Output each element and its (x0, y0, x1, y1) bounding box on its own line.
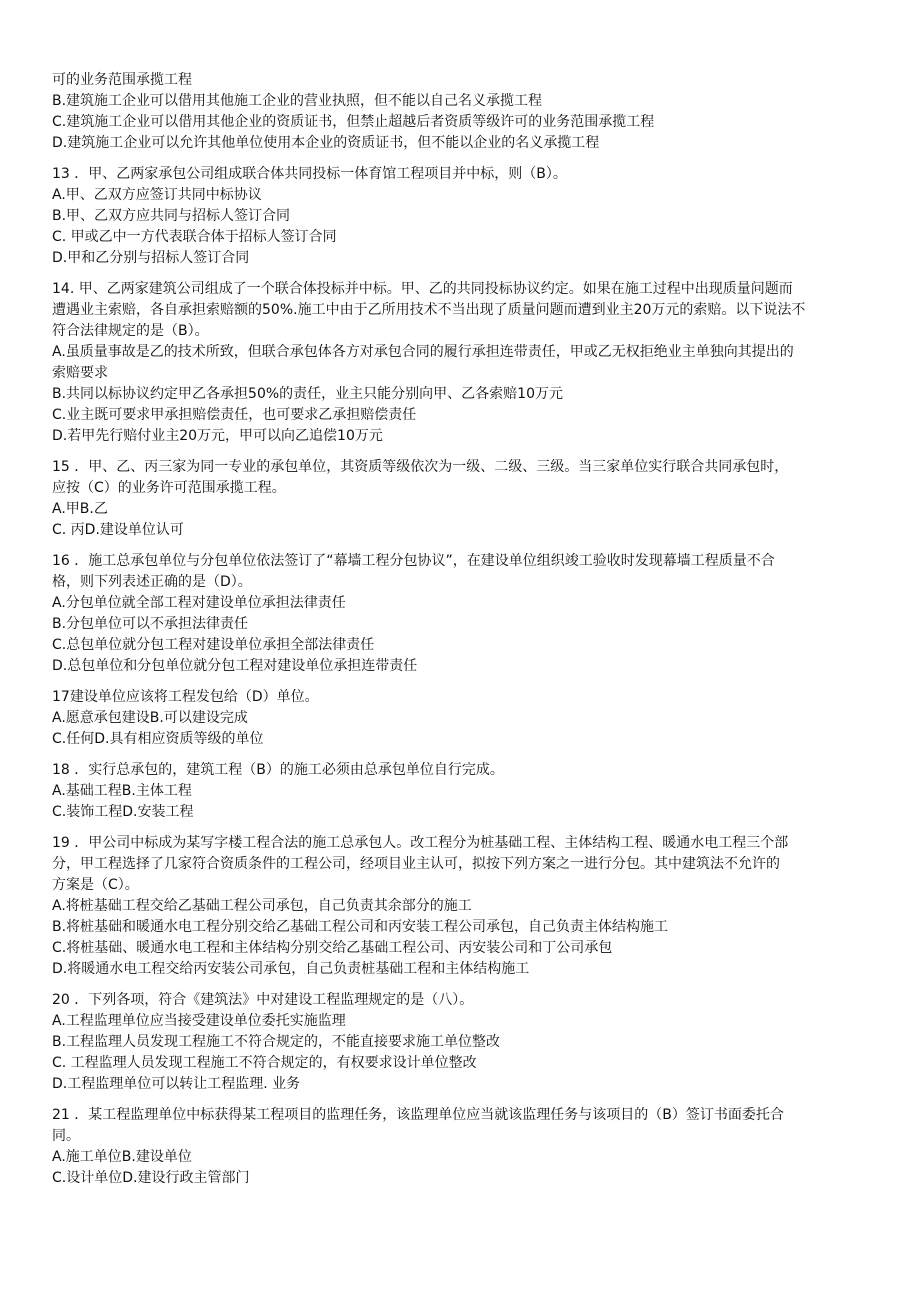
question-text: 分，甲工程选择了几家符合资质条件的工程公司，经项目业主认可，拟按下列方案之一进行分包。其中建筑法不允许的 (52, 856, 780, 872)
question-15 (52, 457, 868, 541)
document-page (52, 70, 868, 1199)
option-b: B.建筑施工企业可以借用其他施工企业的营业执照，但不能以自己名义承揽工程 (52, 93, 543, 109)
question-text: 遭遇业主索赔，各自承担索赔额的50%.施工中由于乙所用技术不当出现了质量问题而遭到业主20万元的索赔。以下说法不 (52, 302, 806, 318)
question-text: 同。 (52, 1128, 80, 1144)
option-a: A.工程监理单位应当接受建设单位委托实施监理 (52, 1013, 346, 1029)
option-c: C.总包单位就分包工程对建设单位承担全部法律责任 (52, 637, 375, 653)
option-c: C.业主既可要求甲承担赔偿责任，也可要求乙承担赔偿责任 (52, 407, 417, 423)
question-text: 13 ．甲、乙两家承包公司组成联合体共同投标一体育馆工程项目并中标，则（B）。 (52, 166, 567, 182)
question-14 (52, 279, 868, 447)
options-a-b: A.基础工程B.主体工程 (52, 783, 192, 799)
option-a: A.分包单位就全部工程对建设单位承担法律责任 (52, 595, 346, 611)
option-d: D.工程监理单位可以转让工程监理. 业务 (52, 1076, 301, 1092)
question-text: 可的业务范围承揽工程 (52, 72, 192, 88)
option-d: D.建筑施工企业可以允许其他单位使用本企业的资质证书，但不能以企业的名义承揽工程 (52, 135, 600, 151)
question-text: 18 ．实行总承包的，建筑工程（B）的施工必须由总承包单位自行完成。 (52, 762, 504, 778)
question-text: 17建设单位应该将工程发包给（D）单位。 (52, 689, 319, 705)
option-b: B.甲、乙双方应共同与招标人签订合同 (52, 208, 291, 224)
question-17 (52, 687, 868, 750)
question-text: 21 ．某工程监理单位中标获得某工程项目的监理任务，该监理单位应当就该监理任务与该项目的（B）签订书面委托合 (52, 1107, 784, 1123)
question-text: 格，则下列表述正确的是（D）。 (52, 574, 252, 590)
option-b: B.将桩基础和暖通水电工程分别交给乙基础工程公司和丙安装工程公司承包，自己负责主体结构施工 (52, 919, 669, 935)
options-a-b: A.施工单位B.建设单位 (52, 1149, 192, 1165)
options-c-d: C.设计单位D.建设行政主管部门 (52, 1170, 250, 1186)
question-20 (52, 990, 868, 1095)
question-21 (52, 1105, 868, 1189)
question-text: 应按（C）的业务许可范围承揽工程。 (52, 480, 286, 496)
option-b: B.分包单位可以不承担法律责任 (52, 616, 249, 632)
options-c-d: C.任何D.具有相应资质等级的单位 (52, 731, 264, 747)
option-a: A.甲、乙双方应签订共同中标协议 (52, 187, 262, 203)
option-b: B.工程监理人员发现工程施工不符合规定的，不能直接要求施工单位整改 (52, 1034, 501, 1050)
option-d: D.甲和乙分别与招标人签订合同 (52, 250, 250, 266)
options-a-b: A.愿意承包建设B.可以建设完成 (52, 710, 248, 726)
option-b: B.共同以标协议约定甲乙各承担50%的责任，业主只能分别向甲、乙各索赔10万元 (52, 386, 563, 402)
option-d: D.将暖通水电工程交给丙安装公司承包，自己负责桩基础工程和主体结构施工 (52, 961, 530, 977)
option-a: A.虽质量事故是乙的技术所致，但联合承包体各方对承包合同的履行承担连带责任，甲或乙无权拒绝业主单独向其提出的 (52, 344, 794, 360)
question-13 (52, 164, 868, 269)
option-a: A.将桩基础工程交给乙基础工程公司承包，自己负责其余部分的施工 (52, 898, 472, 914)
option-c: C.将桩基础、暖通水电工程和主体结构分别交给乙基础工程公司、丙安装公司和丁公司承包 (52, 940, 613, 956)
question-19 (52, 833, 868, 980)
question-12-continued (52, 70, 868, 154)
option-c: C. 甲或乙中一方代表联合体于招标人签订合同 (52, 229, 337, 245)
option-c: C.建筑施工企业可以借用其他企业的资质证书，但禁止超越后者资质等级许可的业务范围承揽工程 (52, 114, 655, 130)
question-16 (52, 551, 868, 677)
option-a: 索赔要求 (52, 365, 108, 381)
option-d: D.若甲先行赔付业主20万元，甲可以向乙追偿10万元 (52, 428, 383, 444)
question-text: 方案是（C）。 (52, 877, 139, 893)
question-text: 16 ．施工总承包单位与分包单位依法签订了“幕墙工程分包协议”，在建设单位组织竣工验收时发现幕墙工程质量不合 (52, 553, 775, 569)
question-text: 19 ．甲公司中标成为某写字楼工程合法的施工总承包人。改工程分为桩基础工程、主体结构工程、暖通水电工程三个部 (52, 835, 789, 851)
options-a-b: A.甲B.乙 (52, 501, 108, 517)
option-c: C. 工程监理人员发现工程施工不符合规定的，有权要求设计单位整改 (52, 1055, 477, 1071)
options-c-d: C. 丙D.建设单位认可 (52, 522, 184, 538)
question-18 (52, 760, 868, 823)
option-d: D.总包单位和分包单位就分包工程对建设单位承担连带责任 (52, 658, 418, 674)
question-text: 14. 甲、乙两家建筑公司组成了一个联合体投标并中标。甲、乙的共同投标协议约定。如果在施工过程中出现质量问题而 (52, 281, 793, 297)
options-c-d: C.装饰工程D.安装工程 (52, 804, 194, 820)
question-text: 20 ．下列各项，符合《建筑法》中对建设工程监理规定的是（八）。 (52, 992, 474, 1008)
question-text: 15 ．甲、乙、丙三家为同一专业的承包单位，其资质等级依次为一级、二级、三级。当三家单位实行联合共同承包时， (52, 459, 789, 475)
question-text: 符合法律规定的是（B）。 (52, 323, 209, 339)
